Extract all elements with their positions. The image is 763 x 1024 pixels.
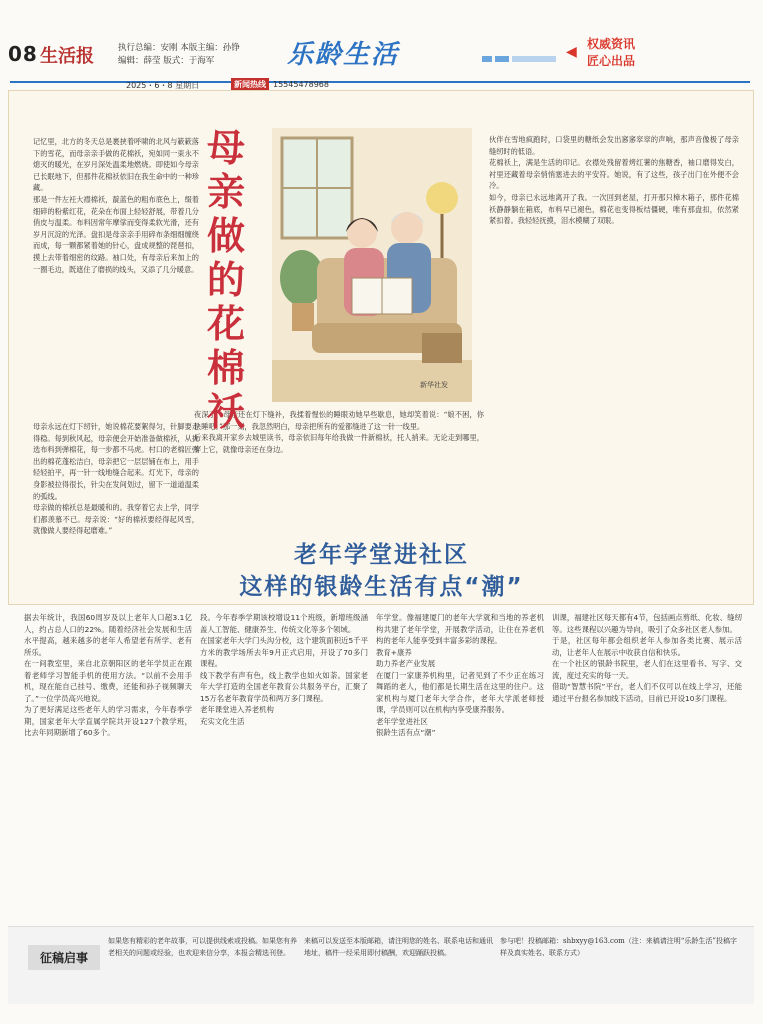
submission-notice-text-1: 如果您有精彩的老年故事，可以提供线索或投稿。如果您有养老相关的问题或经验，也欢迎来信分享，本报会精选刊登。: [108, 937, 297, 957]
issue-date: 2025・6・8 星期日: [126, 81, 200, 90]
section-title: 乐龄生活: [287, 40, 400, 70]
editor-credits-line2: 编辑：薛莹 版式：于海军: [118, 56, 215, 66]
feature-column-3: 夜深了，母亲还在灯下缝补，我揉着惺忪的睡眼劝她早些歇息，她却笑着说：“娘不困，你快睡吧。”那一刻，我忽然明白，母亲把所有的爱都缝进了这一针一线里。 后来我离开家乡去城里读书，母亲依旧每年给我做一件新棉袄，托人捎来。无论走到哪里，穿上它，就像母亲还在身边。: [194, 410, 484, 454]
feature-title: 母亲做的花棉袄: [206, 125, 245, 434]
submission-notice-label: 征稿启事: [28, 945, 100, 970]
submission-notice-text-3: 参与吧！投稿邮箱：shbxyy@163.com（注：来稿请注明“乐龄生活”投稿字样及真实姓名、联系方式）: [500, 937, 737, 957]
editor-credits: [118, 42, 240, 68]
article-column-4: 训课，福建社区每天都有4节，包括画点剪纸、化妆、缝纫等。这些课程以兴趣为导向，吸引了众多社区老人参加。 于是，社区每年都会组织老年人参加各类比赛、展示活动，让老年人在展示中收获自信和快乐。 在一个社区的银龄书院里，老人们在这里看书、写字、交流，度过充实的每一天。 借助“智慧书院”平台，老人们不仅可以在线上学习，还能通过平台报名参加线下活动，目前已开设10多门课程。: [552, 613, 742, 703]
mother-daughter-illustration: [272, 128, 472, 402]
page-number: 08: [8, 42, 38, 66]
feature-column-1: 记忆里，北方的冬天总是裹挟着呼啸的北风与簌簌落下的雪花，而母亲亲手做的花棉袄，宛如同一束永不熄灭的暖光，在岁月深处温柔地燃烧。即使如今母亲已长眠地下，但那件花棉袄依旧在我生命中的一种珍藏。 那是一件左衽大襟棉袄，靛蓝色的粗布底色上，缀着细碎的粉紫红花，花朵在布面上轻轻舒展，带着几分俏皮与温柔。布料因常年摩挲而变得柔软光滑，还有岁月沉淀的光泽。盘扣是母亲亲手用碎布条细细缠绕而成，每一颗都紧着她的针心，盘成规整的琵琶扣，摸上去带着细密的纹路。袖口处，有母亲后来加上的一圈毛边，既遮住了磨损的线头，又添了几分暖意。: [33, 137, 199, 274]
section-deco-bars: [482, 48, 562, 62]
slogan-line2: 匠心出品: [587, 54, 636, 68]
hotline-label: 新闻热线: [231, 78, 269, 91]
header-rule: [10, 81, 750, 83]
article-column-1: 据去年统计，我国60周岁及以上老年人口超3.1亿人，约占总人口的22%。随着经济社会发展和生活水平提高，越来越多的老年人希望老有所学、老有所乐。 在一间教室里，来自北京朝阳区的老年学员正在跟着老师学习智能手机的使用方法。“以前不会用手机，现在能自己挂号、缴费，还能和孙子视频聊天了。”一位学员高兴地说。 为了更好满足这些老年人的学习需求，今年春季学期，国家老年大学直属学院共开设127个教学班，比去年同期新增了60多个。: [24, 613, 192, 737]
article-column-3: 年学堂。像福建厦门的老年大学就和当地的养老机构共建了老年学堂，开展教学活动，让住在养老机构的老年人能享受到丰富多彩的课程。 教育+康养 助力养老产业发展 在厦门一家康养机构里，记者见到了不少正在练习舞蹈的老人，他们都是长期生活在这里的住户。这家机构与厦门老年大学合作，老年大学派老师授课，学员则可以在机构内享受康养服务。 老年学堂进社区 银龄生活有点“潮”: [376, 613, 544, 737]
article-title-line2: 这样的银龄生活有点“潮”: [239, 574, 524, 600]
submission-notice-text-2: 来稿可以发送至本版邮箱，请注明您的姓名、联系电话和通讯地址，稿件一经采用即付稿酬，欢迎踊跃投稿。: [304, 937, 493, 957]
feature-column-2: 母亲永远在灯下纫针，她说棉花要絮得匀，针脚要走得稳。每到秋风起，母亲便会开始准备做棉袄，从挑选布料到弹棉花，每一步都不马虎。村口的老棉匠弹出的棉花蓬松洁白，母亲把它一层层铺在布上，用手轻轻拍平，再一针一线地缝合起来。灯光下，母亲的身影被拉得很长，针尖在发间划过，留下一道道温柔的弧线。 母亲做的棉袄总是最暖和的。我穿着它去上学，同学们都羡慕不已。母亲说：“好的棉袄要经得起风雪，就像做人要经得起磨难。”: [33, 422, 199, 536]
slogan: [587, 36, 635, 70]
slogan-arrow-icon: ◀: [566, 44, 577, 60]
hotline-number: 15545478968: [273, 80, 329, 89]
paper-name: 生活报: [40, 46, 94, 67]
page-header: [4, 37, 759, 78]
illustration-credit: 新华社发: [420, 381, 448, 389]
editor-credits-line1: 执行总编：安刚 本版主编：孙铮: [118, 43, 240, 53]
article-column-2: 段。今年春季学期该校增设11个班级，新增班级涵盖人工智能、健康养生、传统文化等多个领域。 在国家老年大学门头沟分校，这个建筑面积近5千平方米的教学场所去年9月正式启用，开设了70多门课程。 线下教学有声有色，线上教学也如火如荼。国家老年大学打造的全国老年教育公共服务平台，汇聚了15万名老年教育学员和两万多门课程。 老年课堂进入养老机构 充实文化生活: [200, 613, 368, 726]
feature-column-4: 伙伴在雪地疯跑时，口袋里的糖纸会发出窸窸窣窣的声响，那声音像极了母亲缝纫时的低语。 花棉袄上，满是生活的印记。衣襟处残留着烤红薯的焦糖香，袖口磨得发白，衬里还藏着母亲悄悄塞进去的平安符。她说，有了这些，孩子出门在外便不会冷。 如今，母亲已永远地离开了我。一次回到老屋，打开那只樟木箱子，那件花棉袄静静躺在箱底，布料早已褪色，棉花也变得板结僵硬，唯有那盘扣，依然紧紧扣着。我轻轻抚摸，泪水模糊了双眼。: [489, 135, 739, 226]
submission-notice: [8, 926, 754, 1004]
article-title-line1: 老年学堂进社区: [294, 542, 469, 568]
slogan-line1: 权威资讯: [587, 37, 636, 51]
